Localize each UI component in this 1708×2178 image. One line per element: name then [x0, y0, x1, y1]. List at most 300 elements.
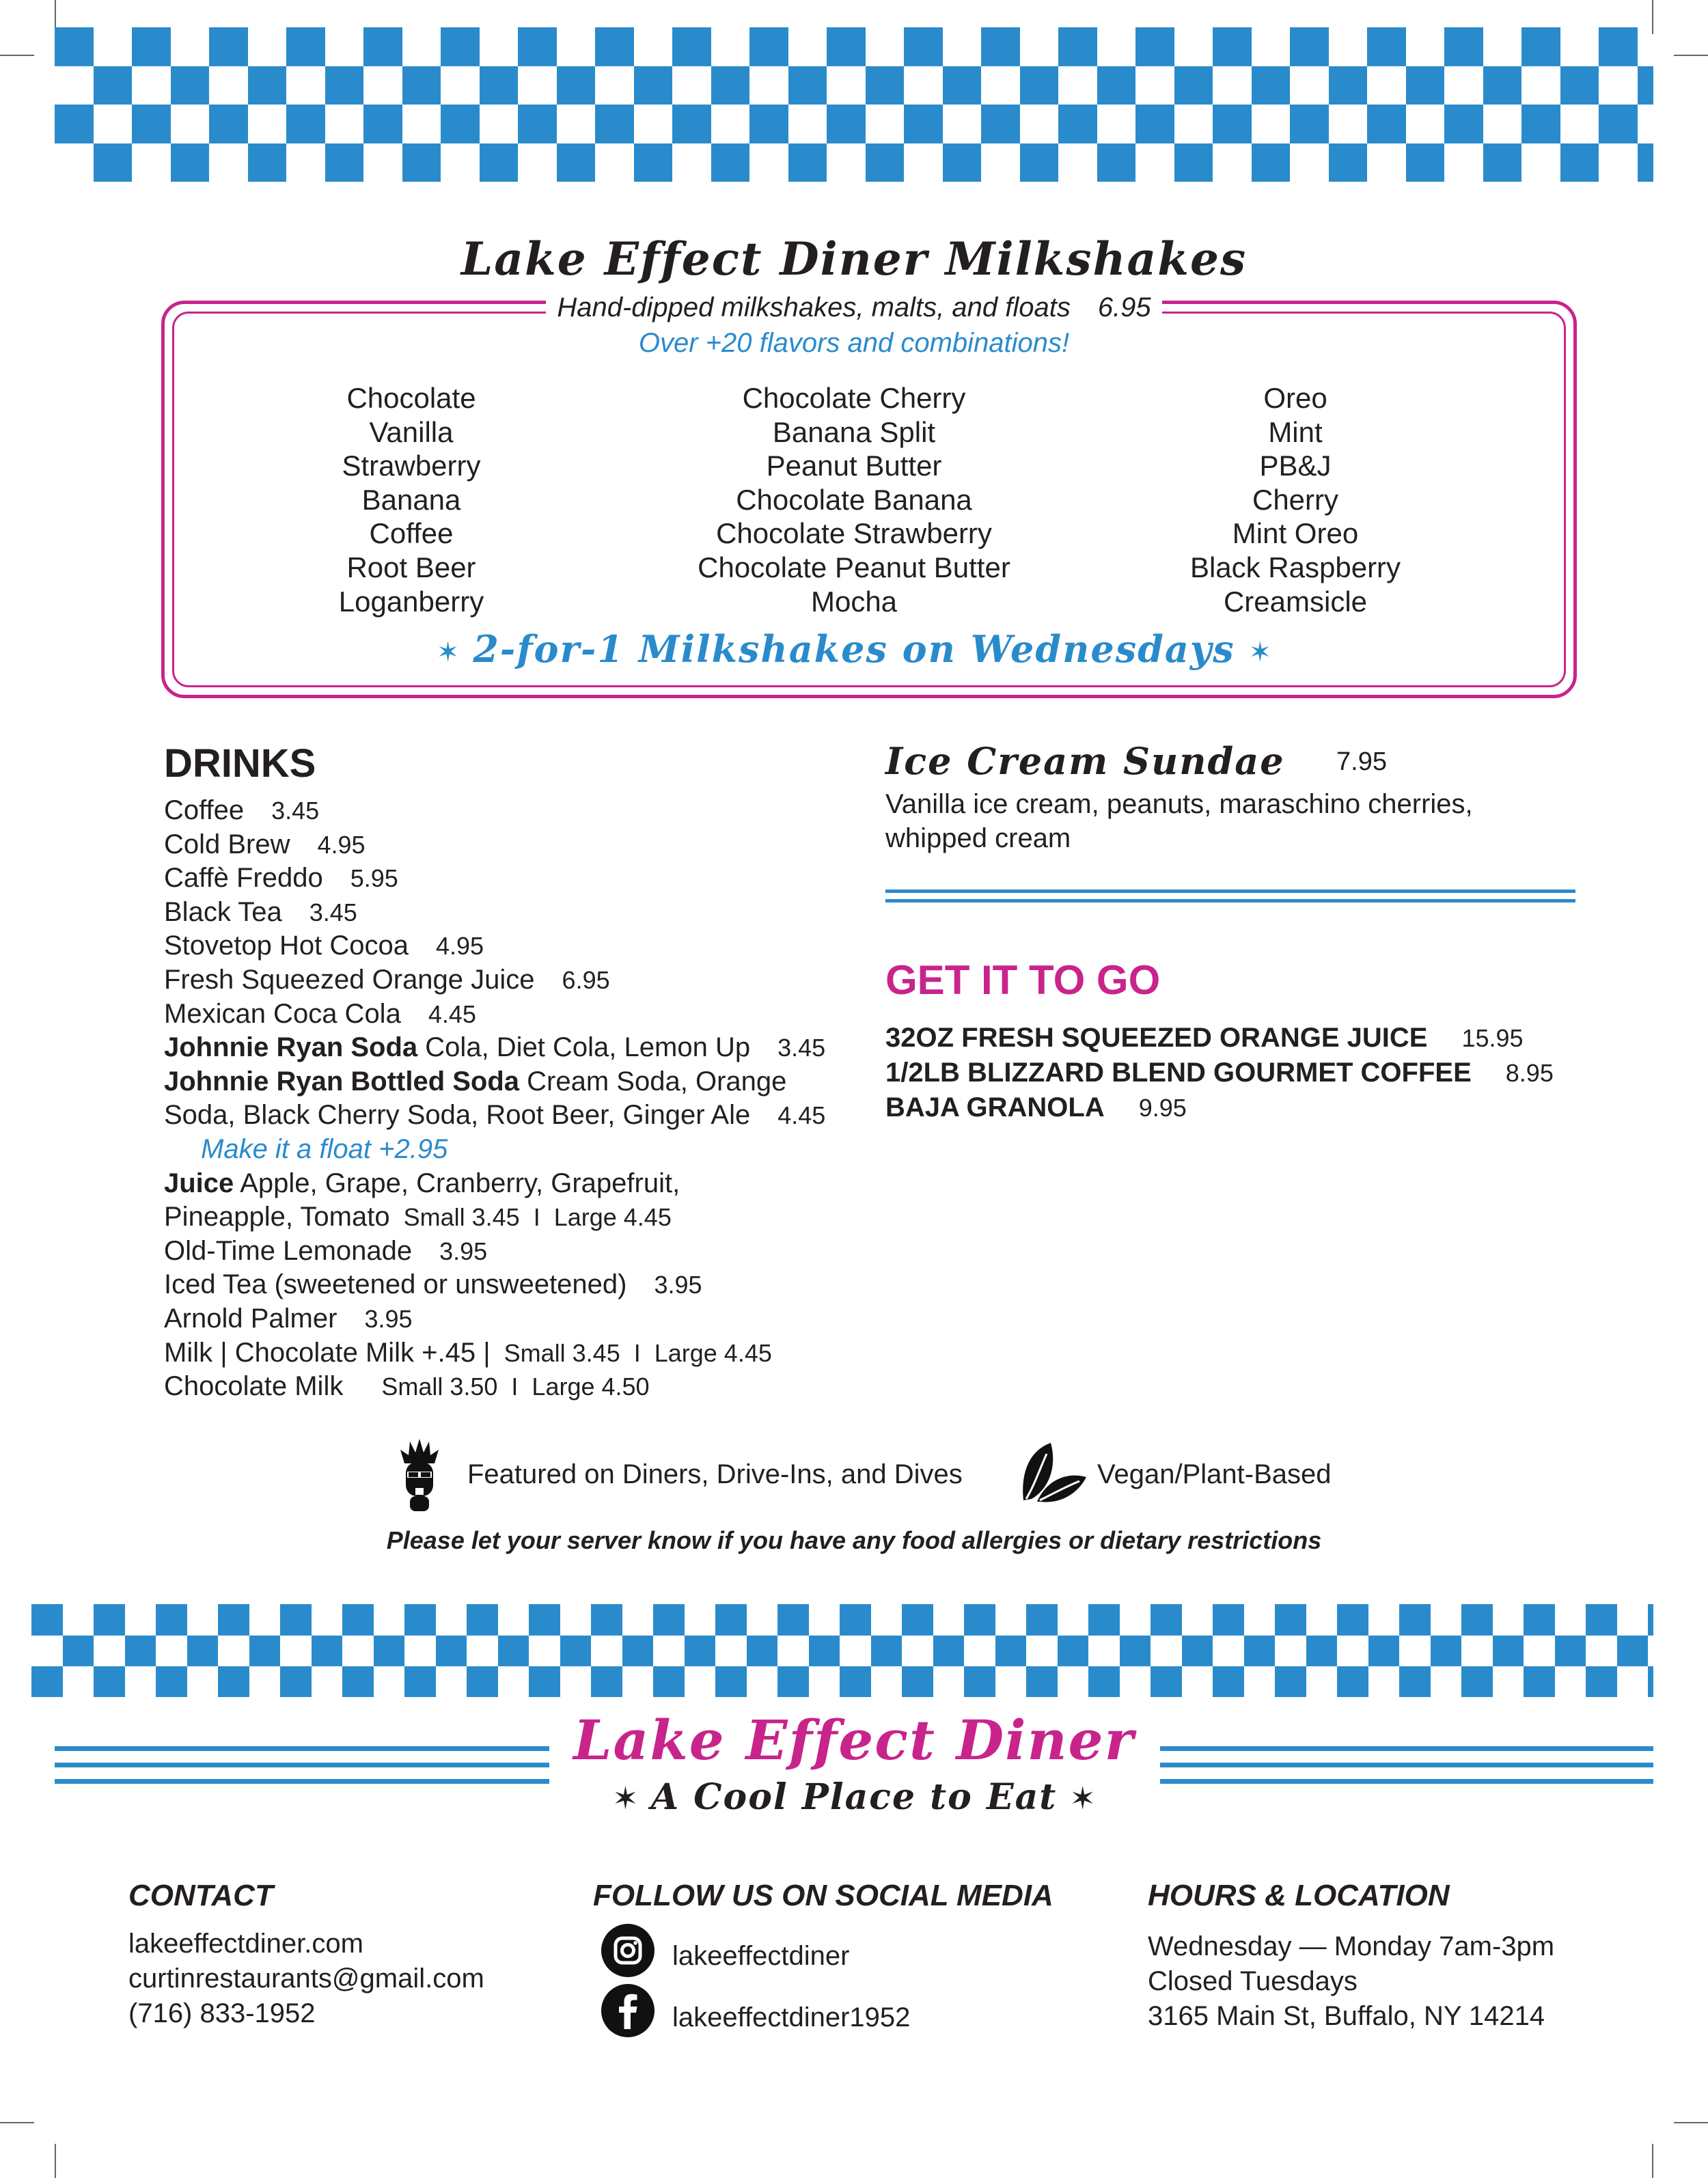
- checker-square: [595, 27, 634, 66]
- checker-square: [325, 66, 364, 105]
- flavor-item: Banana Split: [772, 415, 936, 448]
- checker-square: [1367, 27, 1406, 66]
- checker-square: [1444, 105, 1483, 143]
- to-go-list: [885, 1021, 1554, 1125]
- drink-item: [164, 828, 874, 862]
- hours-info: [1148, 1929, 1554, 2034]
- checker-square: [1560, 66, 1599, 105]
- checker-square: [1058, 27, 1097, 66]
- checker-square: [1399, 1604, 1431, 1636]
- checker-square: [286, 105, 325, 143]
- vegan-legend-text: Vegan/Plant-Based: [1097, 1459, 1332, 1489]
- checker-square: [840, 1604, 871, 1636]
- flavor-item: Mint Oreo: [1232, 517, 1359, 550]
- facebook-handle[interactable]: lakeeffectdiner1952: [672, 2002, 911, 2032]
- drink-flavors: Cola, Diet Cola, Lemon Up: [425, 1032, 751, 1063]
- drink-name: Johnnie Ryan Bottled Soda: [164, 1066, 520, 1097]
- to-go-item-price: 9.95: [1138, 1094, 1187, 1122]
- sundae-title: Ice Cream Sundae: [885, 739, 1285, 783]
- drink-sizes: Small 3.45 I Large 4.45: [504, 1338, 772, 1367]
- divider-line: [885, 890, 1575, 893]
- checker-square: [711, 143, 750, 182]
- checker-square: [747, 1636, 778, 1667]
- checker-square: [94, 143, 133, 182]
- checker-square: [902, 1604, 933, 1636]
- checker-square: [904, 27, 943, 66]
- drink-item-jr-bottled: [164, 1065, 874, 1099]
- checker-square: [1120, 1636, 1151, 1667]
- drink-item-jr-bottled-cont: [164, 1099, 874, 1133]
- to-go-item-name: 32OZ FRESH SQUEEZED ORANGE JUICE: [885, 1023, 1428, 1053]
- checker-square: [827, 105, 866, 143]
- drink-item: [164, 896, 874, 930]
- checker-square: [1058, 105, 1097, 143]
- drink-name: Arnold Palmer: [164, 1303, 338, 1334]
- checker-square: [312, 1636, 343, 1667]
- drinks-heading: DRINKS: [164, 741, 316, 786]
- checker-square: [943, 66, 982, 105]
- checker-square: [1599, 105, 1638, 143]
- checker-square: [1648, 1604, 1653, 1636]
- checker-square: [1213, 1604, 1244, 1636]
- flavor-item: Peanut Butter: [766, 450, 942, 482]
- checker-square: [1638, 66, 1654, 105]
- allergy-note: Please let your server know if you have any food allergies or dietary restrictions: [386, 1526, 1322, 1554]
- checker-square: [1244, 1636, 1276, 1667]
- contact-heading: CONTACT: [128, 1879, 273, 1912]
- checker-square: [1586, 1604, 1617, 1636]
- checker-square: [634, 143, 673, 182]
- checker-square: [1461, 1604, 1493, 1636]
- drink-item-juice-cont: [164, 1200, 874, 1235]
- checker-square: [964, 1666, 995, 1697]
- flavor-item: Root Beer: [346, 551, 476, 583]
- drink-price: 3.95: [364, 1304, 413, 1333]
- checker-square: [94, 66, 133, 105]
- milkshakes-subtitle-text: Hand-dipped milkshakes, malts, and floats: [557, 292, 1071, 322]
- to-go-item: [885, 1090, 1554, 1125]
- to-go-item-name: BAJA GRANOLA: [885, 1092, 1105, 1122]
- checker-square: [1560, 143, 1599, 182]
- sparkle-icon: ✶: [436, 637, 460, 667]
- drink-item: [164, 1268, 874, 1302]
- drink-price: 3.45: [271, 797, 320, 825]
- flavor-column-3: [1056, 381, 1534, 618]
- facebook-icon[interactable]: [601, 1984, 655, 2037]
- drink-price: 4.95: [317, 830, 366, 859]
- checker-square: [374, 1636, 405, 1667]
- checker-square: [1524, 1604, 1555, 1636]
- checker-square: [529, 1604, 560, 1636]
- checker-square: [1088, 1604, 1120, 1636]
- checker-square: [981, 27, 1020, 66]
- checker-square: [1431, 1636, 1462, 1667]
- checker-square: [480, 143, 519, 182]
- drink-item-milk: [164, 1336, 874, 1370]
- drink-name: Juice: [164, 1168, 234, 1198]
- checker-square: [1337, 1666, 1368, 1697]
- milkshakes-flavor-count: Over +20 flavors and combinations!: [638, 328, 1070, 358]
- checker-square: [404, 1604, 436, 1636]
- checker-square: [342, 1604, 374, 1636]
- flavor-item: Coffee: [369, 517, 454, 550]
- checker-square: [1174, 143, 1213, 182]
- crop-mark: [1674, 2122, 1708, 2123]
- checker-square: [1058, 1636, 1089, 1667]
- checker-square: [132, 27, 171, 66]
- checker-square: [467, 1604, 498, 1636]
- flavor-item: Creamsicle: [1223, 585, 1368, 618]
- checker-square: [809, 1636, 840, 1667]
- ddd-guy-icon: [399, 1437, 440, 1513]
- checkerboard-border-top: [55, 27, 1653, 182]
- checker-square: [436, 1636, 467, 1667]
- flavor-item: Chocolate Peanut Butter: [698, 551, 1010, 583]
- checker-square: [1020, 143, 1059, 182]
- checker-square: [1638, 143, 1654, 182]
- checker-square: [672, 105, 711, 143]
- sparkle-icon: ✶: [1248, 637, 1272, 667]
- checker-square: [1020, 66, 1059, 105]
- checker-square: [827, 27, 866, 66]
- checker-square: [1521, 105, 1560, 143]
- checker-square: [595, 105, 634, 143]
- milkshakes-subtitle: [0, 292, 1708, 323]
- checker-square: [1275, 1604, 1306, 1636]
- checker-square: [1555, 1636, 1586, 1667]
- checker-square: [248, 143, 287, 182]
- flavor-item: Mocha: [810, 585, 898, 618]
- drink-name: Caffè Freddo: [164, 863, 323, 894]
- checker-square: [209, 27, 248, 66]
- checker-square: [467, 1666, 498, 1697]
- drink-name: Stovetop Hot Cocoa: [164, 931, 409, 961]
- drink-price: 6.95: [562, 965, 610, 994]
- checker-square: [1329, 143, 1368, 182]
- checker-square: [441, 105, 480, 143]
- checker-square: [1306, 1636, 1338, 1667]
- checker-square: [1399, 1666, 1431, 1697]
- milkshakes-title: Lake Effect Diner Milkshakes: [460, 232, 1248, 286]
- to-go-item-price: 15.95: [1461, 1024, 1524, 1052]
- flavor-item: Chocolate: [346, 382, 476, 414]
- checker-square: [1213, 27, 1252, 66]
- drink-item: [164, 1302, 874, 1336]
- checker-square: [363, 27, 402, 66]
- checker-square: [31, 1604, 63, 1636]
- checker-square: [634, 66, 673, 105]
- checker-square: [1493, 1636, 1524, 1667]
- checker-square: [1097, 143, 1136, 182]
- checker-square: [622, 1636, 654, 1667]
- sparkle-icon: ✶: [612, 1780, 639, 1816]
- checker-square: [1026, 1604, 1058, 1636]
- checker-square: [749, 105, 788, 143]
- checker-square: [342, 1666, 374, 1697]
- checker-square: [404, 1666, 436, 1697]
- checker-square: [94, 1666, 125, 1697]
- flavor-column-2: [615, 381, 1093, 618]
- checker-square: [441, 27, 480, 66]
- checker-square: [871, 1636, 903, 1667]
- checker-square: [1406, 66, 1445, 105]
- checker-square: [1648, 1666, 1653, 1697]
- flavor-item: PB&J: [1259, 450, 1332, 482]
- checker-square: [280, 1666, 312, 1697]
- checker-square: [1368, 1636, 1400, 1667]
- sundae-description: Vanilla ice cream, peanuts, maraschino cherries, whipped cream: [885, 789, 1473, 853]
- checker-square: [902, 1666, 933, 1697]
- milkshakes-price: 6.95: [1097, 292, 1151, 322]
- drink-item-chocolate-milk: [164, 1370, 874, 1404]
- checker-square: [788, 143, 827, 182]
- checker-square: [685, 1636, 716, 1667]
- checker-square: [1213, 105, 1252, 143]
- drink-sizes: Small 3.45 I Large 4.45: [403, 1203, 672, 1232]
- flavor-item: Strawberry: [342, 450, 481, 482]
- checker-square: [363, 105, 402, 143]
- checker-square: [1444, 27, 1483, 66]
- checker-square: [55, 105, 94, 143]
- instagram-handle[interactable]: lakeeffectdiner: [672, 1941, 850, 1971]
- crop-mark: [1674, 55, 1708, 56]
- to-go-item: [885, 1021, 1554, 1056]
- drink-price: 3.95: [654, 1271, 702, 1299]
- drink-name: Milk | Chocolate Milk +.45 |: [164, 1337, 491, 1368]
- drink-sizes: Small 3.50 I Large 4.50: [381, 1373, 650, 1401]
- checker-square: [1174, 66, 1213, 105]
- drink-name: Cold Brew: [164, 829, 290, 859]
- checker-square: [280, 1604, 312, 1636]
- checker-square: [777, 1666, 809, 1697]
- checker-square: [1182, 1636, 1213, 1667]
- checker-square: [286, 27, 325, 66]
- checker-square: [840, 1666, 871, 1697]
- checker-square: [529, 1666, 560, 1697]
- checker-square: [156, 1604, 187, 1636]
- crop-mark: [55, 2144, 56, 2178]
- drink-name: Mexican Coca Cola: [164, 998, 401, 1029]
- instagram-icon[interactable]: [601, 1924, 655, 1977]
- checker-square: [125, 1636, 156, 1667]
- crop-mark: [0, 55, 34, 56]
- checker-square: [518, 27, 557, 66]
- sundae-price: 7.95: [1336, 747, 1387, 776]
- checker-square: [498, 1636, 529, 1667]
- float-note: Make it a float +2.95: [201, 1133, 448, 1164]
- ddd-legend-text: Featured on Diners, Drive-Ins, and Dives: [467, 1459, 963, 1489]
- wednesday-special-text: 2-for-1 Milkshakes on Wednesdays: [473, 627, 1235, 671]
- flavor-item: Chocolate Banana: [736, 483, 972, 516]
- checker-square: [866, 66, 905, 105]
- drink-item: [164, 929, 874, 963]
- flavor-column-1: [172, 381, 650, 618]
- drink-item-jr-soda: [164, 1031, 874, 1065]
- checker-square: [518, 105, 557, 143]
- drink-flavors: Pineapple, Tomato: [164, 1202, 390, 1232]
- checker-square: [1290, 27, 1329, 66]
- checker-square: [964, 1604, 995, 1636]
- checker-square: [653, 1604, 685, 1636]
- brand-tagline-text: A Cool Place to Eat: [650, 1776, 1058, 1818]
- hours-days: Wednesday — Monday 7am-3pm: [1148, 1931, 1555, 1961]
- flavor-item: Black Raspberry: [1189, 551, 1401, 583]
- checker-square: [1337, 1604, 1368, 1636]
- drink-name: Black Tea: [164, 896, 282, 927]
- drink-name: Fresh Squeezed Orange Juice: [164, 964, 535, 995]
- to-go-item: [885, 1056, 1554, 1090]
- drink-item: [164, 1235, 874, 1269]
- hours-heading: HOURS & LOCATION: [1148, 1879, 1450, 1912]
- checker-square: [1329, 66, 1368, 105]
- drink-name: Johnnie Ryan Soda: [164, 1032, 418, 1063]
- drink-item: [164, 997, 874, 1032]
- checker-square: [1586, 1666, 1617, 1697]
- brand-name: Lake Effect Diner: [573, 1708, 1135, 1772]
- checker-square: [171, 66, 210, 105]
- checker-square: [981, 105, 1020, 143]
- checker-square: [132, 105, 171, 143]
- crop-mark: [1652, 2144, 1653, 2178]
- checker-square: [933, 1636, 965, 1667]
- drink-price: 4.95: [436, 932, 484, 961]
- drink-item: [164, 794, 874, 828]
- flavor-item: Banana: [361, 483, 461, 516]
- to-go-item-price: 8.95: [1505, 1059, 1554, 1087]
- checker-square: [1026, 1666, 1058, 1697]
- drink-flavors: Apple, Grape, Cranberry, Grapefruit,: [240, 1168, 680, 1198]
- contact-phone[interactable]: (716) 833-1952: [128, 1998, 316, 2028]
- checker-square: [591, 1666, 622, 1697]
- checker-square: [325, 143, 364, 182]
- contact-info: [128, 1927, 484, 2031]
- contact-email[interactable]: curtinrestaurants@gmail.com: [128, 1963, 484, 1994]
- checker-square: [248, 66, 287, 105]
- drink-price: 3.45: [777, 1034, 826, 1062]
- flavor-item: Chocolate Cherry: [742, 382, 966, 414]
- checker-square: [171, 143, 210, 182]
- checker-square: [591, 1604, 622, 1636]
- checker-square: [560, 1636, 592, 1667]
- drink-price: 3.95: [439, 1237, 488, 1265]
- checker-square: [715, 1604, 747, 1636]
- checker-square: [866, 143, 905, 182]
- divider-line: [885, 899, 1575, 902]
- checker-square: [209, 105, 248, 143]
- checker-square: [187, 1636, 219, 1667]
- checker-square: [1367, 105, 1406, 143]
- checker-square: [1483, 143, 1522, 182]
- checker-square: [1521, 27, 1560, 66]
- drink-price: 4.45: [777, 1101, 826, 1130]
- to-go-item-name: 1/2LB BLIZZARD BLEND GOURMET COFFEE: [885, 1058, 1472, 1088]
- checker-square: [218, 1604, 249, 1636]
- drink-item: [164, 861, 874, 896]
- checker-square: [1151, 1666, 1182, 1697]
- hours-closed: Closed Tuesdays: [1148, 1966, 1358, 1996]
- checker-square: [1252, 143, 1291, 182]
- checker-square: [711, 66, 750, 105]
- checker-square: [1275, 1666, 1306, 1697]
- checker-square: [672, 27, 711, 66]
- drink-item-juice: [164, 1167, 874, 1201]
- sparkle-icon: ✶: [1069, 1780, 1096, 1816]
- checker-square: [788, 66, 827, 105]
- checker-square: [31, 1666, 63, 1697]
- checker-square: [402, 143, 441, 182]
- social-heading: FOLLOW US ON SOCIAL MEDIA: [593, 1879, 1053, 1912]
- checker-square: [995, 1636, 1027, 1667]
- drink-name: Chocolate Milk: [164, 1371, 344, 1402]
- checker-square: [402, 66, 441, 105]
- checker-square: [218, 1666, 249, 1697]
- checker-square: [749, 27, 788, 66]
- checker-square: [1290, 105, 1329, 143]
- checker-square: [1088, 1666, 1120, 1697]
- checker-square: [55, 27, 94, 66]
- checker-square: [1097, 66, 1136, 105]
- drink-flavors: Soda, Black Cherry Soda, Root Beer, Ginger Ale: [164, 1100, 751, 1131]
- drink-price: 4.45: [428, 1000, 476, 1028]
- checker-square: [1151, 1604, 1182, 1636]
- checker-square: [480, 66, 519, 105]
- flavor-item: Oreo: [1263, 382, 1327, 414]
- checker-square: [1135, 27, 1174, 66]
- drink-price: 5.95: [350, 864, 398, 893]
- flavor-item: Mint: [1268, 415, 1323, 448]
- checker-square: [1252, 66, 1291, 105]
- checker-square: [943, 143, 982, 182]
- checker-square: [1406, 143, 1445, 182]
- checker-square: [715, 1666, 747, 1697]
- checker-square: [249, 1636, 281, 1667]
- flavor-item: Cherry: [1252, 483, 1339, 516]
- drink-name: Coffee: [164, 795, 245, 825]
- drinks-list: [164, 794, 874, 1404]
- checker-square: [557, 66, 596, 105]
- drink-price: 3.45: [309, 898, 357, 926]
- checker-square: [1213, 1666, 1244, 1697]
- checker-square: [1483, 66, 1522, 105]
- drink-name: Old-Time Lemonade: [164, 1235, 413, 1266]
- drink-flavors: Cream Soda, Orange: [527, 1066, 787, 1097]
- contact-website[interactable]: lakeeffectdiner.com: [128, 1929, 363, 1959]
- address: 3165 Main St, Buffalo, NY 14214: [1148, 2001, 1545, 2031]
- checker-square: [557, 143, 596, 182]
- flavor-item: Vanilla: [369, 415, 454, 448]
- flavor-item: Loganberry: [338, 585, 484, 618]
- checker-square: [156, 1666, 187, 1697]
- checker-square: [904, 105, 943, 143]
- drink-name: Iced Tea (sweetened or unsweetened): [164, 1269, 627, 1300]
- crop-mark: [0, 2122, 34, 2123]
- checker-square: [653, 1666, 685, 1697]
- brand-tagline: [0, 1776, 1708, 1818]
- checker-square: [1135, 105, 1174, 143]
- leaf-icon: [1019, 1442, 1088, 1503]
- checker-square: [94, 1604, 125, 1636]
- checker-square: [1524, 1666, 1555, 1697]
- checker-square: [63, 1636, 94, 1667]
- checker-square: [777, 1604, 809, 1636]
- wednesday-special: [0, 627, 1708, 671]
- checker-square: [1617, 1636, 1649, 1667]
- drink-item: [164, 963, 874, 997]
- checkerboard-border-bottom: [31, 1604, 1653, 1697]
- flavor-item: Chocolate Strawberry: [716, 517, 992, 550]
- checker-square: [1461, 1666, 1493, 1697]
- checker-square: [1599, 27, 1638, 66]
